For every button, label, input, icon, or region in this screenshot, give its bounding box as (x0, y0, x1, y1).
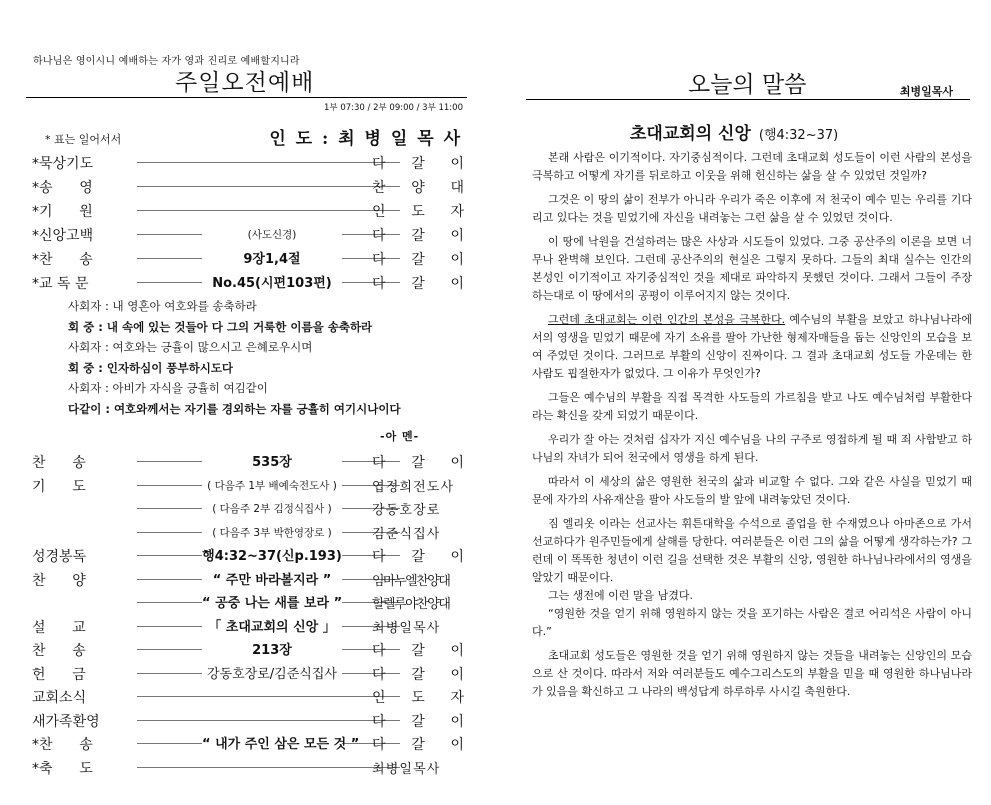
order-item-detail: No.45(시편103편) (202, 272, 342, 291)
order-item-label: *묵상기도 (32, 156, 94, 172)
standing-note: * 표는 일어서서 (45, 133, 122, 146)
order-row (32, 198, 464, 222)
worship-title: 주일오전예배 (175, 70, 315, 96)
order-row (32, 473, 464, 497)
order-item-person: 강 동 호 장 로 (372, 503, 438, 518)
order-row (32, 246, 464, 270)
leader-line (137, 162, 400, 163)
sermon-paragraph: 짐 엘리옷 이라는 선교사는 휘튼대학을 수석으로 졸업을 한 수재였으나 아마존으로 가서 선교하다가 원주민들에게 살해를 당한다. 여러분들은 이런 그의 삶을 어떻게 생각하는가? 그런데 이 똑똑한 청년이 이런 길을 선택한 것은 부활의 신앙, 영원한 하나님나라에서의 영생을 알았기 때문이다. (532, 517, 972, 584)
order-row (32, 708, 464, 732)
order-row (32, 731, 464, 755)
order-item-detail: ( 다음주 1부 배예숙전도사 ) (202, 478, 342, 493)
responsive-text: 여호와께서는 자기를 경외하는 자를 긍휼히 여기시나이다 (113, 401, 401, 416)
order-item-label: *찬 송 (32, 252, 93, 268)
order-item-label: *신앙고백 (32, 228, 94, 244)
order-row (32, 520, 464, 544)
responsive-speaker: 다같이 (68, 401, 102, 416)
order-item-person: 임마누엘찬양대 (372, 573, 450, 589)
order-item-person: 최 병 일 목 사 (372, 761, 438, 777)
sermon-paragraph: 본래 사람은 이기적이다. 자기중심적이다. 그런데 초대교회 성도들이 이런 사람의 본성을 극복하고 어떻게 자기를 뒤로하고 이웃을 위해 헌신하는 삶을 살 수 있었던 것일까? (532, 151, 972, 182)
order-item-label: *기 원 (32, 204, 93, 220)
responsive-line: 사회자 : 아비가 자식을 긍휼히 여김같이 (68, 381, 268, 395)
leader-line (137, 767, 400, 768)
sermon-paragraph: 이 땅에 낙원을 건설하려는 많은 사상과 시도들이 있었다. 그중 공산주의 이론을 보면 너무나 완벽해 보인다. 그런데 공산주의의 현실은 그렇지 못하다. 그들의 최대 실수는 인간의 본성인 이기적이고 자기중심적인 것을 제대로 파악하지 못했던 것이다. 그래서 그들이 주장하는대로 이 땅에서의 공평이 이루어지지 않는 것이다. (532, 235, 972, 302)
sermon-underlined-lead: 그런데 초대교회는 이런 인간의 본성을 극복한다. (548, 313, 786, 326)
order-item-person: 인 도 자 (372, 690, 464, 706)
responsive-text: 인자하심이 풍부하시도다 (106, 360, 234, 375)
sermon-reference: (행4:32~37) (758, 128, 839, 143)
order-item-detail: 9장1,4절 (202, 248, 342, 267)
responsive-speaker: 사회자 (68, 381, 102, 395)
sermon-paragraph: 초대교회 성도들은 영원한 것을 얻기 위해 영원하지 않는 것들을 내려놓는 신앙인의 모습으로 산 것이다. 따라서 저와 여러분들도 예수그리스도의 부활을 믿을 때 영원한 하나님나라가 있음을 확신하고 그 나라의 백성답게 하루하루 사시길 축원한다. (532, 649, 972, 698)
order-item-detail: 행4:32~37(신p.193) (202, 545, 342, 564)
order-of-worship-page (0, 0, 490, 805)
order-row (32, 174, 464, 198)
order-item-person: 다 갈 이 (372, 737, 464, 753)
sermon-title: 초대교회의 신앙 (630, 124, 751, 144)
order-item-label: 교회소식 (32, 690, 87, 706)
sermon-paragraph (532, 311, 972, 383)
order-item-label: 찬 송 (32, 455, 86, 471)
responsive-text: 여호와는 긍휼이 많으시고 은혜로우시며 (112, 340, 313, 354)
responsive-line: 회 중 : 인자하심이 풍부하시도다 (68, 360, 234, 375)
responsive-text: 내 속에 있는 것들아 다 그의 거룩한 이름을 송축하라 (106, 319, 373, 334)
sermon-paragraph: “영원한 것을 얻기 위해 영원하지 않는 것을 포기하는 사람은 결코 어리석은 사람이 아니다.” (532, 607, 972, 638)
order-item-detail: ( 다음주 3부 박한영장로 ) (202, 525, 342, 540)
order-item-detail: “ 공중 나는 새를 보라 ” (202, 592, 342, 611)
order-row (32, 270, 464, 294)
responsive-text: 아비가 자식을 긍휼히 여김같이 (112, 381, 268, 395)
order-item-label: 설 교 (32, 619, 86, 636)
amen: -아 멘- (380, 430, 420, 443)
worship-leader: 인 도 : 최 병 일 목 사 (269, 129, 462, 149)
order-item-person: 다 갈 이 (372, 455, 464, 471)
order-item-label: *찬 송 (32, 737, 93, 753)
order-item-person: 다 갈 이 (372, 643, 464, 659)
order-item-person: 할렐루야찬양대 (372, 597, 450, 612)
order-item-detail: 213장 (202, 639, 342, 658)
order-item-person: 다 갈 이 (372, 252, 464, 268)
sermon-heading (630, 119, 838, 144)
order-item-label: 찬 양 (32, 572, 86, 589)
sermon-paragraph: 그는 생전에 이런 말을 남겼다. (548, 589, 693, 602)
sermon-paragraph: 그들은 예수님의 부활을 직접 목격한 사도들의 가르침을 받고 나도 예수님처럼 부활한다 라는 확신을 갖게 되었기 때문이다. (532, 391, 972, 422)
order-row (32, 637, 464, 661)
order-row (32, 661, 464, 685)
responsive-line: 사회자 : 여호와는 긍휼이 많으시고 은혜로우시며 (68, 340, 313, 354)
order-item-label: *송 영 (32, 180, 93, 196)
order-row (32, 543, 464, 567)
order-item-detail: “ 내가 주인 삼은 모든 것 ” (202, 733, 342, 752)
responsive-speaker: 회 중 (68, 319, 95, 334)
order-item-label: 기 도 (32, 478, 86, 495)
leader-line (137, 696, 400, 697)
responsive-speaker: 사회자 (68, 299, 102, 313)
order-item-person: 다 갈 이 (372, 666, 464, 683)
order-row (32, 222, 464, 246)
order-item-detail: (사도신경) (202, 227, 342, 242)
order-item-person: 다 갈 이 (372, 549, 464, 565)
order-item-person: 최 병 일 목 사 (372, 620, 438, 636)
responsive-text: 내 영혼아 여호와를 송축하라 (112, 299, 257, 313)
order-item-label: 찬 송 (32, 643, 86, 659)
order-row (32, 150, 464, 174)
order-row (32, 567, 464, 591)
sermon-page (520, 0, 991, 805)
sermon-paragraph: 우리가 잘 아는 것처럼 십자가 지신 예수님을 나의 구주로 영접하게 될 때 죄 사함받고 하나님의 자녀가 되어 천국에서 영생을 하게 된다. (532, 433, 972, 464)
order-row (32, 590, 464, 614)
order-item-label: *축 도 (32, 760, 93, 777)
order-item-person: 다 갈 이 (372, 228, 464, 244)
header-verse: 하나님은 영이시니 예배하는 자가 영과 진리로 예배할지니라 (33, 56, 300, 67)
responsive-speaker: 사회자 (68, 340, 102, 354)
leader-line (137, 210, 400, 211)
order-row (32, 496, 464, 520)
sermon-paragraph: 따라서 이 세상의 삶은 영원한 천국의 삶과 비교할 수 없다. 그와 같은 사실을 믿었기 때문에 자가의 사유재산을 팔아 사도들의 발 앞에 내려놓았던 것이다. (532, 475, 972, 506)
responsive-line: 회 중 : 내 속에 있는 것들아 다 그의 거룩한 이름을 송축하라 (68, 319, 373, 334)
sermon-page-title: 오늘의 말씀 (688, 72, 807, 98)
order-item-detail: 「 초대교회의 신앙 」 (202, 616, 342, 635)
order-item-person: 인 도 자 (372, 204, 464, 220)
responsive-speaker: 회 중 (68, 360, 95, 375)
sermon-paragraph: 그것은 이 땅의 삶이 전부가 아니라 우리가 죽은 이후에 저 천국이 예수 믿는 우리를 기다리고 있다는 것을 믿었기에 자신을 내려놓는 그런 삶을 살 수 있었던 것이다. (532, 193, 972, 224)
order-item-detail: “ 주만 바라볼지라 ” (202, 569, 342, 588)
order-item-person: 엽 정 희 전 도 사 (372, 479, 452, 495)
order-row (32, 755, 464, 779)
leader-line (137, 186, 400, 187)
title-divider (26, 97, 467, 98)
responsive-line: 사회자 : 내 영혼아 여호와를 송축하라 (68, 299, 257, 313)
service-times: 1부 07:30 / 2부 09:00 / 3부 11:00 (324, 103, 463, 113)
order-item-person: 다 갈 이 (372, 713, 464, 730)
preacher-name: 최병일목사 (899, 85, 953, 98)
order-row (32, 449, 464, 473)
order-item-person: 다 갈 이 (372, 276, 464, 292)
order-item-label: 성경봉독 (32, 549, 87, 565)
order-item-detail: 535장 (202, 451, 342, 470)
order-row (32, 614, 464, 638)
sermon-body (532, 149, 972, 707)
order-row (32, 684, 464, 708)
responsive-line: 다같이 : 여호와께서는 자기를 경외하는 자를 긍휼히 여기시나이다 (68, 401, 401, 416)
order-item-label: 새가족환영 (32, 713, 100, 730)
sermon-title-divider (526, 99, 970, 100)
order-item-person: 찬 양 대 (372, 180, 464, 196)
order-item-person: 김 준 식 집 사 (372, 526, 438, 542)
order-item-detail: 강동호장로/김준식집사 (202, 663, 342, 682)
order-item-detail: ( 다음주 2부 김정식집사 ) (202, 501, 342, 516)
order-item-label: 헌 금 (32, 666, 86, 683)
order-item-person: 다 갈 이 (372, 156, 464, 172)
leader-line (137, 720, 400, 721)
sermon-paragraph-text: 예수님의 부활을 보았고 하나님나라에서의 영생을 믿었기 때문에 자기 소유를 팔아 가난한 형제자매들을 돕는 신앙인의 모습을 보여 주었던 것이다. 그러므로 부활의 신앙이 진짜이다. 그 결과 초대교회 성도들 가운데는 한 사람도 핍절한자가 없었다. 그 이유가 무엇인가? (532, 313, 972, 380)
order-item-label: *교 독 문 (32, 276, 89, 292)
